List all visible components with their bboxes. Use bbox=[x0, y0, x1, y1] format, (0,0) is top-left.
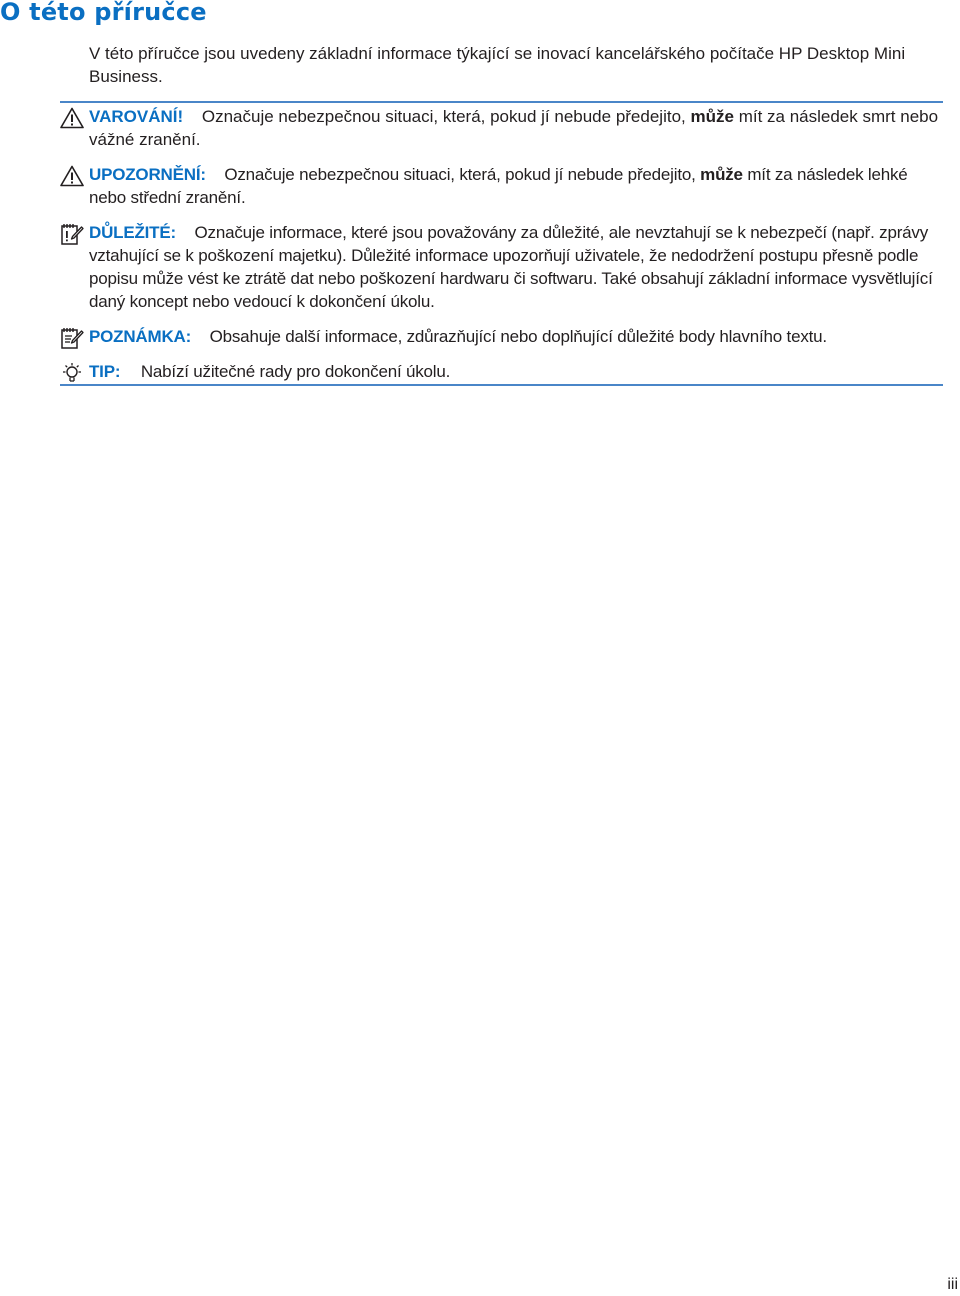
note-text: Obsahuje další informace, zdůrazňující nebo doplňující důležité body hlavního textu. bbox=[209, 327, 827, 346]
tip-text: Nabízí užitečné rady pro dokončení úkolu. bbox=[140, 362, 451, 381]
note-notice bbox=[60, 325, 943, 348]
lightbulb-icon bbox=[60, 362, 84, 384]
important-text: Označuje informace, které jsou považovány za důležité, ale nevztahují se k nebezpečí (např. zprávy vztahující se k poškození majetku). Důležité informace upozorňují uživatele, že nedodržení postupu přesně podle popisu může vést ke ztrátě dat nebo poškození hardwaru či softwaru. Také obsahují základní informace vysvětlující daný koncept nebo vedoucí k dokončení úkolu. bbox=[89, 223, 933, 311]
note-label: POZNÁMKA: bbox=[89, 327, 192, 346]
important-label: DŮLEŽITÉ: bbox=[89, 223, 176, 242]
page-number: iii bbox=[947, 1276, 958, 1293]
note-icon bbox=[60, 327, 84, 349]
notice-box bbox=[60, 101, 943, 386]
warning-emphasis: může bbox=[690, 107, 734, 126]
caution-text-after: mít za následek lehké nebo střední zranění. bbox=[89, 165, 908, 207]
caution-triangle-icon bbox=[60, 165, 84, 187]
caution-notice bbox=[60, 163, 943, 209]
warning-notice bbox=[60, 105, 943, 151]
warning-triangle-icon bbox=[60, 107, 84, 129]
caution-text-before: Označuje nebezpečnou situaci, která, pokud jí nebude předejito, bbox=[224, 165, 696, 184]
intro-paragraph: V této příručce jsou uvedeny základní informace týkající se inovací kancelářského počítače HP Desktop Mini Business. bbox=[89, 44, 906, 86]
tip-notice bbox=[60, 360, 943, 383]
page-title: O této příručce bbox=[0, 0, 207, 26]
warning-label: VAROVÁNÍ! bbox=[89, 107, 184, 126]
important-notice bbox=[60, 221, 943, 313]
caution-label: UPOZORNĚNÍ: bbox=[89, 165, 206, 184]
tip-label: TIP: bbox=[89, 362, 121, 381]
caution-emphasis: může bbox=[700, 165, 743, 184]
warning-text-after: mít za následek smrt nebo vážné zranění. bbox=[89, 107, 939, 149]
warning-text-before: Označuje nebezpečnou situaci, která, pokud jí nebude předejito, bbox=[201, 107, 686, 126]
important-note-icon bbox=[60, 223, 84, 245]
